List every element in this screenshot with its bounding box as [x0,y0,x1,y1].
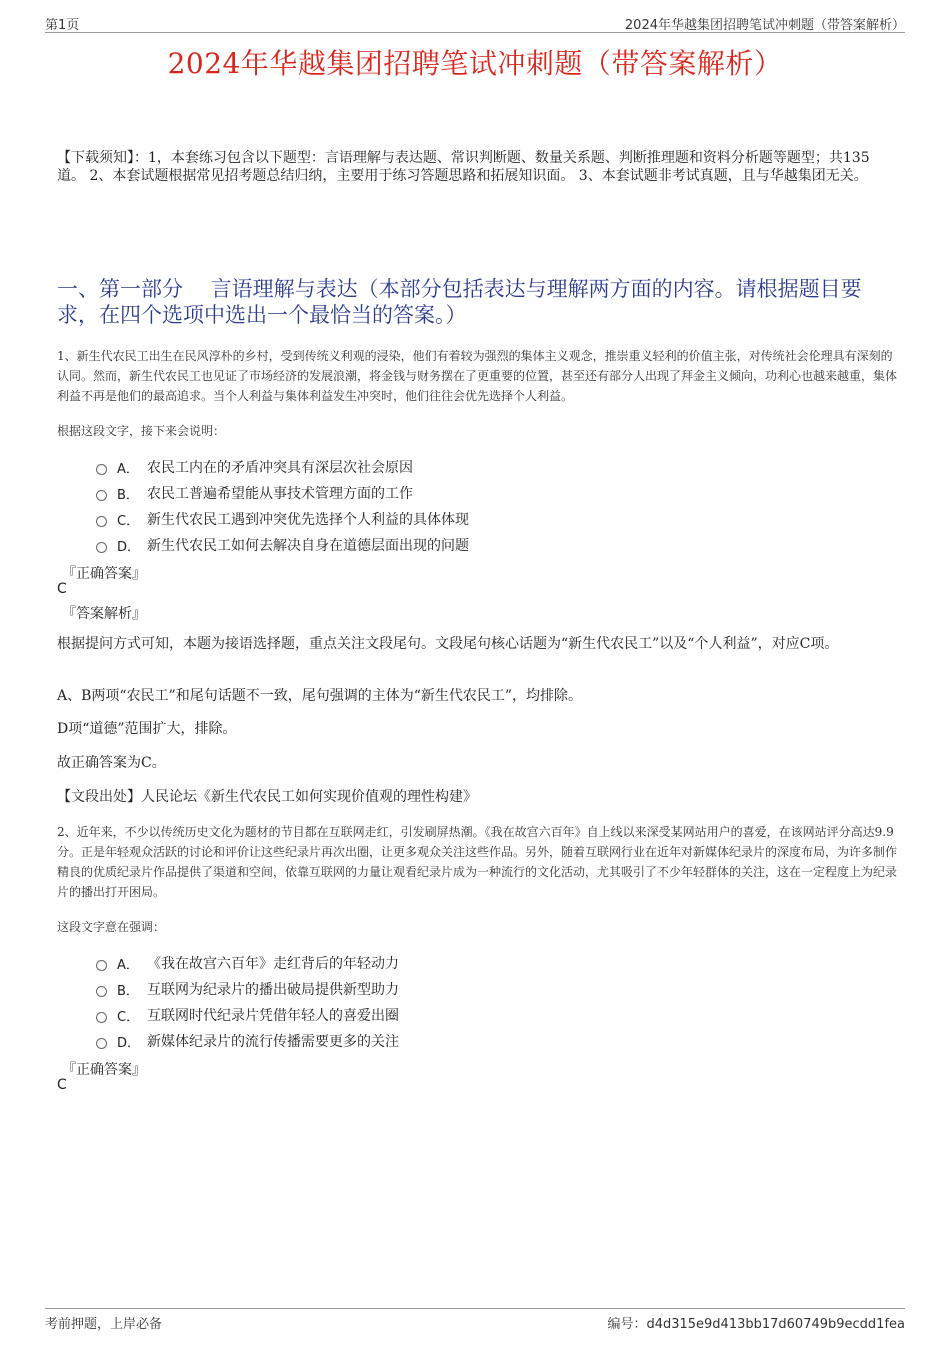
radio-button-icon[interactable] [96,986,107,997]
question-2-stem: 2、近年来，不少以传统历史文化为题材的节目都在互联网走红，引发刷屏热潮。《我在故宫六百年》自上线以来深受某网站用户的喜爱，在该网站评分高达9.9分。正是年轻观众活跃的讨论和评价让这些纪录片再次出圈，让更多观众关注这些作品。另外，随着互联网行业在近年对新媒体纪录片的深度布局，为许多制作精良的优质纪录片作品提供了渠道和空间，依靠互联网的力量让观看纪录片成为一种流行的文化活动，尤其吸引了不少年轻群体的关注，这在一定程度上为纪录片的播出打开困局。 [57,825,898,899]
radio-button-icon[interactable] [96,542,107,553]
question-1-stem: 1、新生代农民工出生在民风淳朴的乡村，受到传统义利观的浸染，他们有着较为强烈的集体主义观念，推崇重义轻利的价值主张，对传统社会伦理具有深刻的认同。然而，新生代农民工也见证了市场经济的发展浪潮，将金钱与财务摆在了更重要的位置，甚至还有部分人出现了拜金主义倾向，功利心也越来越重，集体利益不再是他们的最高追求。当个人利益与集体利益发生冲突时，他们往往会优先选择个人利益。 [57,349,898,403]
option-letter: C． [117,1009,140,1025]
radio-button-icon[interactable] [96,960,107,971]
option-text: 新生代农民工如何去解决自身在道德层面出现的问题 [147,538,469,554]
option-letter: A． [117,957,139,973]
radio-button-icon[interactable] [96,1012,107,1023]
analysis-paragraph: A、B两项“农民工”和尾句话题不一致，尾句强调的主体为“新生代农民工”，均排除。 [57,688,583,704]
option-text: 互联网为纪录片的播出破局提供新型助力 [147,982,399,998]
question-1-answer-label: 『正确答案』 [62,566,146,582]
analysis-paragraph: 故正确答案为C。 [57,755,166,771]
question-2-option-c[interactable] [96,1005,399,1025]
radio-button-icon[interactable] [96,516,107,527]
option-text: 互联网时代纪录片凭借年轻人的喜爱出圈 [147,1008,399,1024]
question-2-answer-label: 『正确答案』 [62,1062,146,1078]
section-heading: 一、第一部分 言语理解与表达（本部分包括表达与理解两方面的内容。请根据题目要求，在四个选项中选出一个最恰当的答案。） [57,277,862,327]
source-citation: 【文段出处】人民论坛《新生代农民工如何实现价值观的理性构建》 [57,789,477,805]
option-letter: D． [117,539,141,555]
option-letter: B． [117,983,139,999]
radio-button-icon[interactable] [96,1038,107,1049]
question-2-answer: C [57,1077,67,1093]
option-text: 新生代农民工遇到冲突优先选择个人利益的具体体现 [147,512,469,528]
question-1-answer: C [57,581,67,597]
analysis-paragraph: D项“道德”范围扩大，排除。 [57,721,237,737]
question-1-prompt: 根据这段文字，接下来会说明： [57,424,226,438]
question-1-analysis-label: 『答案解析』 [62,606,146,622]
page-number: 第1页 [45,18,80,33]
document-title: 2024年华越集团招聘笔试冲刺题（带答案解析） [167,47,783,80]
option-text: 农民工普遍希望能从事技术管理方面的工作 [147,486,413,502]
running-title: 2024年华越集团招聘笔试冲刺题（带答案解析） [624,18,905,33]
option-letter: A． [117,461,139,477]
question-1-option-c[interactable] [96,509,469,529]
radio-button-icon[interactable] [96,490,107,501]
question-2-option-b[interactable] [96,979,399,999]
footer-divider [45,1308,905,1309]
option-text: 农民工内在的矛盾冲突具有深层次社会原因 [147,460,413,476]
document-code: 编号：d4d315e9d413bb17d60749b9ecdd1fea [607,1317,905,1332]
footer-slogan: 考前押题，上岸必备 [45,1317,163,1332]
option-letter: B． [117,487,139,503]
header-divider [45,32,905,33]
download-notice: 【下载须知】：1，本套练习包含以下题型：言语理解与表达题、常识判断题、数量关系题、判断推理题和资料分析题等题型；共135道。 2、本套试题根据常见招考题总结归纳，主要用于练习答题思路和拓展知识面。 3、本套试题非考试真题，且与华越集团无关。 [57,150,870,184]
question-2-option-a[interactable] [96,953,399,973]
question-1-option-d[interactable] [96,535,469,555]
option-text: 《我在故宫六百年》走红背后的年轻动力 [147,956,399,972]
question-2-option-d[interactable] [96,1031,399,1051]
question-2-prompt: 这段文字意在强调： [57,920,166,934]
option-text: 新媒体纪录片的流行传播需要更多的关注 [147,1034,399,1050]
question-1-option-a[interactable] [96,457,413,477]
question-1-option-b[interactable] [96,483,413,503]
radio-button-icon[interactable] [96,464,107,475]
analysis-paragraph: 根据提问方式可知，本题为接语选择题，重点关注文段尾句。文段尾句核心话题为“新生代农民工”以及“个人利益”，对应C项。 [57,636,839,652]
option-letter: D． [117,1035,141,1051]
option-letter: C． [117,513,140,529]
